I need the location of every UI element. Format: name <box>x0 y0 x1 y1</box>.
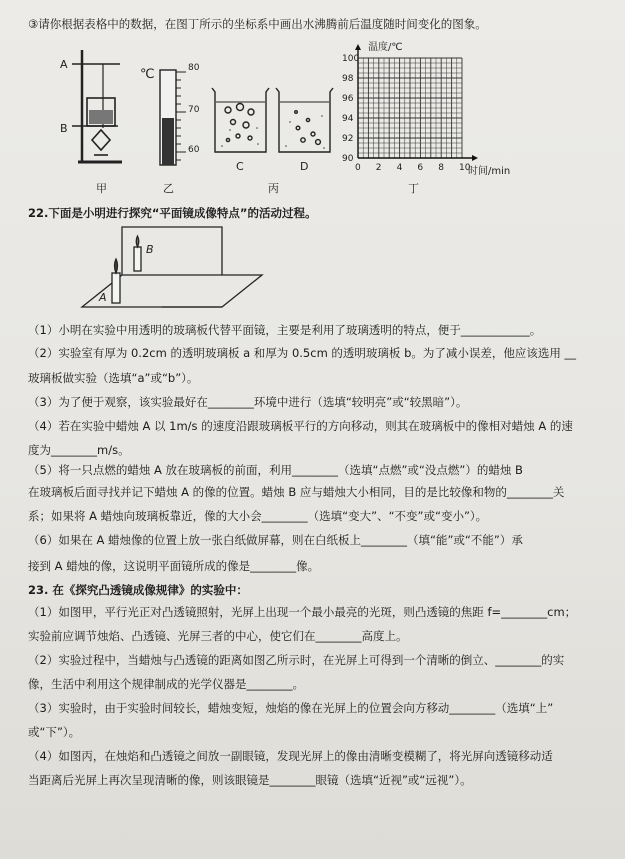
q23-line: 或“下”）。 <box>28 725 81 739</box>
y-tick-label: 94 <box>342 114 354 124</box>
q22-line: 度为________m/s。 <box>28 443 130 457</box>
y-tick-label: 96 <box>342 94 354 104</box>
q23-line: 实验前应调节烛焰、凸透镜、光屏三者的中心，使它们在________高度上。 <box>28 629 408 643</box>
graph-ylabel: 温度/℃ <box>368 42 403 53</box>
q23-line: （1）如图甲，平行光正对凸透镜照射，光屏上出现一个最小最亮的光斑，则凸透镜的焦距 f=________cm； <box>28 605 577 619</box>
q22-line: 系；如果将 A 蜡烛向玻璃板靠近，像的大小会________（选填“变大”、“不变”或“变小”）。 <box>28 509 488 523</box>
q22-title: 22.下面是小明进行探究“平面镜成像特点”的活动过程。 <box>28 206 317 220</box>
thermo-tick-60: 60 <box>188 145 200 155</box>
y-axis-arrow <box>355 44 361 50</box>
q23-line: （4）如图丙，在烛焰和凸透镜之间放一副眼镜，发现光屏上的像由清晰变模糊了，将光屏向透镜移动适 <box>28 749 553 763</box>
intro-text: ③请你根据表格中的数据，在图丁所示的坐标系中画出水沸腾前后温度随时间变化的图象。 <box>28 17 487 31</box>
beaker-label-c: C <box>236 160 244 173</box>
mirror-label-a: A <box>99 291 107 304</box>
x-axis-arrow <box>472 155 478 161</box>
y-tick-label: 92 <box>342 134 354 144</box>
figure-row-1 <box>0 40 625 220</box>
figure-jia-stand <box>72 50 122 162</box>
q22-line: （2）实验室有厚为 0.2cm 的透明玻璃板 a 和厚为 0.5cm 的透明玻璃板 b。为了减小误差，他应该选用 __ <box>28 346 577 360</box>
q22-line: （1）小明在实验中用透明的玻璃板代替平面镜，主要是利用了玻璃透明的特点，便于____________。 <box>28 323 542 337</box>
caption-jia: 甲 <box>96 182 107 195</box>
q23-title: 23. 在《探究凸透镜成像规律》的实验中： <box>28 583 248 597</box>
q23-line: 像，生活中利用这个规律制成的光学仪器是________。 <box>28 677 304 691</box>
mirror-label-b: B <box>146 243 154 256</box>
x-tick-label: 8 <box>438 163 444 173</box>
x-tick-label: 0 <box>355 163 361 173</box>
q22-line: （5）将一只点燃的蜡烛 A 放在玻璃板的前面，利用________（选填“点燃”或“没点燃”）的蜡烛 B <box>28 463 523 477</box>
figure-bing-beakers <box>212 88 333 152</box>
thermometer-unit: ℃ <box>140 67 155 82</box>
y-tick-label: 90 <box>342 154 354 164</box>
x-tick-label: 4 <box>396 163 403 173</box>
x-tick-label: 10 <box>459 163 471 173</box>
beaker-label-d: D <box>300 160 309 173</box>
caption-ding: 丁 <box>408 182 419 195</box>
figure-ding-graph <box>342 44 478 173</box>
q22-line: （6）如果在 A 蜡烛像的位置上放一张白纸做屏幕，则在白纸板上________（填“能”或“不能”）承 <box>28 533 523 547</box>
thermo-tick-80: 80 <box>188 63 200 73</box>
x-tick-label: 2 <box>375 163 382 173</box>
q23-line: （2）实验过程中，当蜡烛与凸透镜的距离如图乙所示时，在光屏上可得到一个清晰的倒立、________的实 <box>28 653 565 667</box>
q22-line: （3）为了便于观察，该实验最好在________环境中进行（选填“较明亮”或“较黑暗”）。 <box>28 395 468 409</box>
graph-xlabel: 时间/min <box>468 166 511 177</box>
caption-bing: 丙 <box>268 182 279 195</box>
x-tick-label: 6 <box>417 163 424 173</box>
q22-line: 接到 A 蜡烛的像，这说明平面镜所成的像是________像。 <box>28 559 320 573</box>
figure-yi-thermometer <box>160 70 186 165</box>
stand-label-b: B <box>60 122 68 135</box>
thermo-tick-70: 70 <box>188 105 200 115</box>
q23-line: （3）实验时，由于实验时间较长，蜡烛变短，烛焰的像在光屏上的位置会向方移动________（选填“上” <box>28 701 554 715</box>
q22-line: 在玻璃板后面寻找并记下蜡烛 A 的像的位置。蜡烛 B 应与蜡烛大小相同，目的是比较像和物的________关 <box>28 485 565 499</box>
q22-line: （4）若在实验中蜡烛 A 以 1m/s 的速度沿跟玻璃板平行的方向移动，则其在玻璃板中的像相对蜡烛 A 的速 <box>28 419 573 433</box>
stand-label-a: A <box>60 58 68 71</box>
y-tick-label: 100 <box>342 54 360 64</box>
q22-line: 玻璃板做实验（选填“a”或“b”）。 <box>28 371 199 385</box>
caption-yi: 乙 <box>163 182 174 195</box>
q23-line: 当距离后光屏上再次呈现清晰的像，则该眼镜是________眼镜（选填“近视”或“远视”）。 <box>28 773 472 787</box>
y-tick-label: 98 <box>342 74 354 84</box>
q22-mirror-figure <box>72 225 272 315</box>
